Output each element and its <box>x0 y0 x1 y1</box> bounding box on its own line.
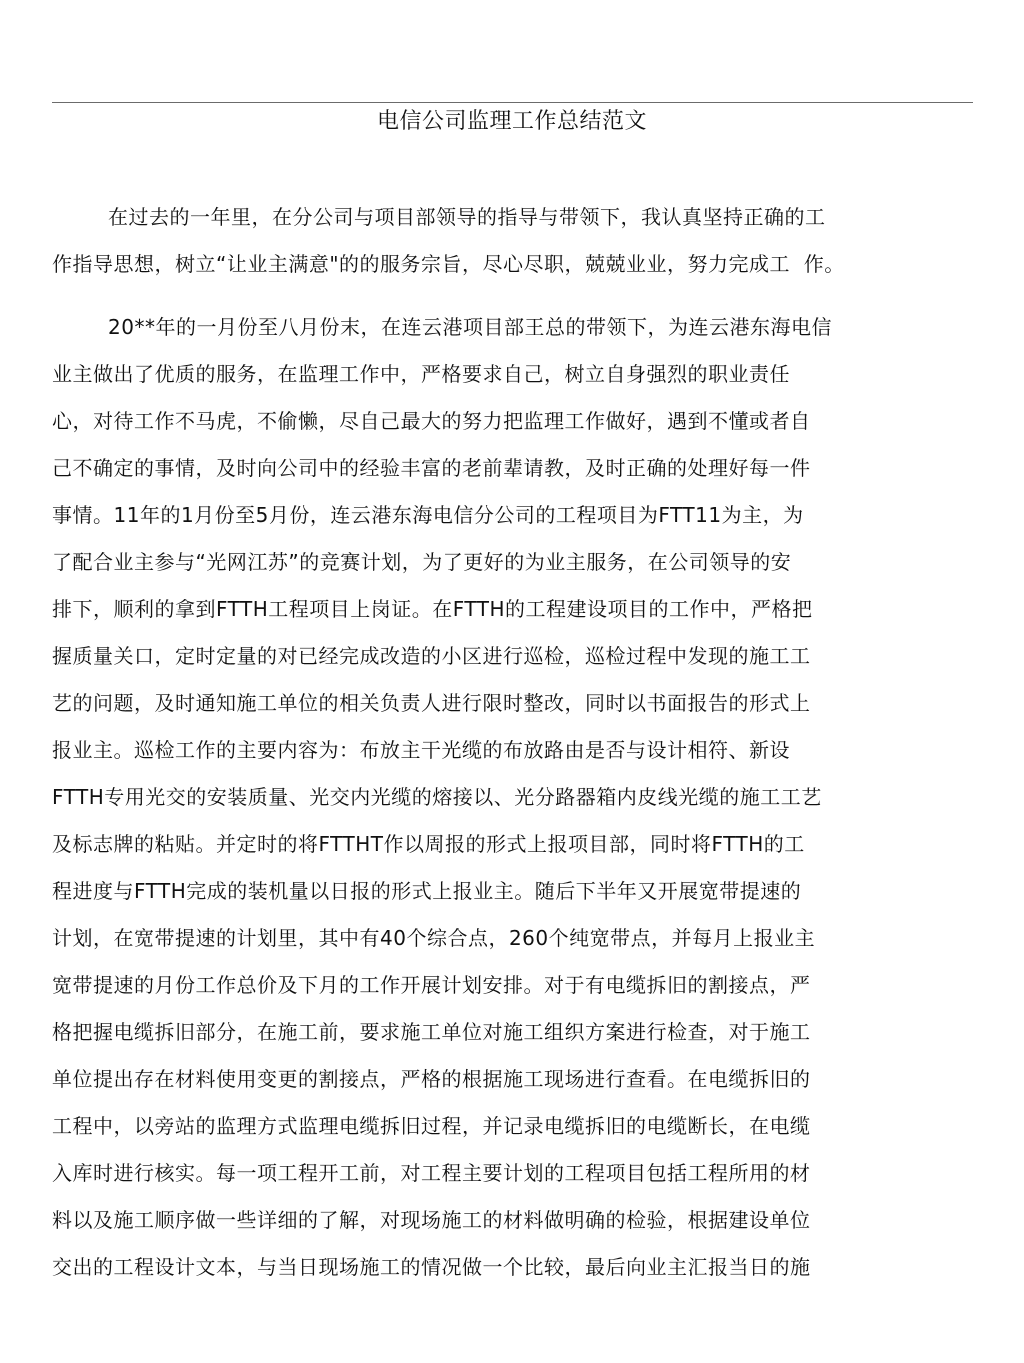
paragraph-1-line: 作指导思想，树立“让业主满意"的的服务宗旨，尽心尽职，兢兢业业，努力完成工 作。 <box>52 252 845 276</box>
paragraph-2-line: 及标志牌的粘贴。并定时的将FTTHT作以周报的形式上报项目部，同时将FTTH的工 <box>52 832 805 856</box>
paragraph-2-line: 格把握电缆拆旧部分，在施工前，要求施工单位对施工组织方案进行检查，对于施工 <box>52 1020 811 1044</box>
paragraph-2-line: 事情。11年的1月份至5月份，连云港东海电信分公司的工程项目为FTT11为主，为 <box>52 503 804 527</box>
paragraph-2-line: 交出的工程设计文本，与当日现场施工的情况做一个比较，最后向业主汇报当日的施 <box>52 1255 811 1279</box>
paragraph-2-line: 20**年的一月份至八月份末，在连云港项目部王总的带领下，为连云港东海电信 <box>108 315 832 339</box>
paragraph-2-line: 宽带提速的月份工作总价及下月的工作开展计划安排。对于有电缆拆旧的割接点，严 <box>52 973 811 997</box>
paragraph-2-line: 料以及施工顺序做一些详细的了解，对现场施工的材料做明确的检验，根据建设单位 <box>52 1208 811 1232</box>
paragraph-1-line: 在过去的一年里，在分公司与项目部领导的指导与带领下，我认真坚持正确的工 <box>108 205 826 229</box>
paragraph-2-line: 艺的问题，及时通知施工单位的相关负责人进行限时整改，同时以书面报告的形式上 <box>52 691 811 715</box>
paragraph-2-line: 握质量关口，定时定量的对已经完成改造的小区进行巡检，巡检过程中发现的施工工 <box>52 644 811 668</box>
paragraph-2-line: 了配合业主参与“光网江苏”的竞赛计划，为了更好的为业主服务，在公司领导的安 <box>52 550 792 574</box>
paragraph-2-line: 排下，顺利的拿到FTTH工程项目上岗证。在FTTH的工程建设项目的工作中，严格把 <box>52 597 813 621</box>
paragraph-2-line: 报业主。巡检工作的主要内容为：布放主干光缆的布放路由是否与设计相符、新设 <box>52 738 790 762</box>
paragraph-2-line: 工程中，以旁站的监理方式监理电缆拆旧过程，并记录电缆拆旧的电缆断长，在电缆 <box>52 1114 811 1138</box>
paragraph-2-line: 程进度与FTTH完成的装机量以日报的形式上报业主。随后下半年又开展宽带提速的 <box>52 879 802 903</box>
paragraph-2-line: FTTH专用光交的安装质量、光交内光缆的熔接以、光分路器箱内皮线光缆的施工工艺 <box>52 785 822 809</box>
paragraph-2-line: 己不确定的事情，及时向公司中的经验丰富的老前辈请教，及时正确的处理好每一件 <box>52 456 811 480</box>
paragraph-2-line: 计划，在宽带提速的计划里，其中有40个综合点，260个纯宽带点，并每月上报业主 <box>52 926 816 950</box>
paragraph-2-line: 业主做出了优质的服务，在监理工作中，严格要求自己，树立自身强烈的职业责任 <box>52 362 790 386</box>
paragraph-2-line: 入库时进行核实。每一项工程开工前，对工程主要计划的工程项目包括工程所用的材 <box>52 1161 811 1185</box>
document-title: 电信公司监理工作总结范文 <box>376 109 647 134</box>
paragraph-2-line: 单位提出存在材料使用变更的割接点，严格的根据施工现场进行查看。在电缆拆旧的 <box>52 1067 811 1091</box>
header-rule <box>52 102 973 103</box>
paragraph-2-line: 心，对待工作不马虎，不偷懒，尽自己最大的努力把监理工作做好，遇到不懂或者自 <box>52 409 811 433</box>
